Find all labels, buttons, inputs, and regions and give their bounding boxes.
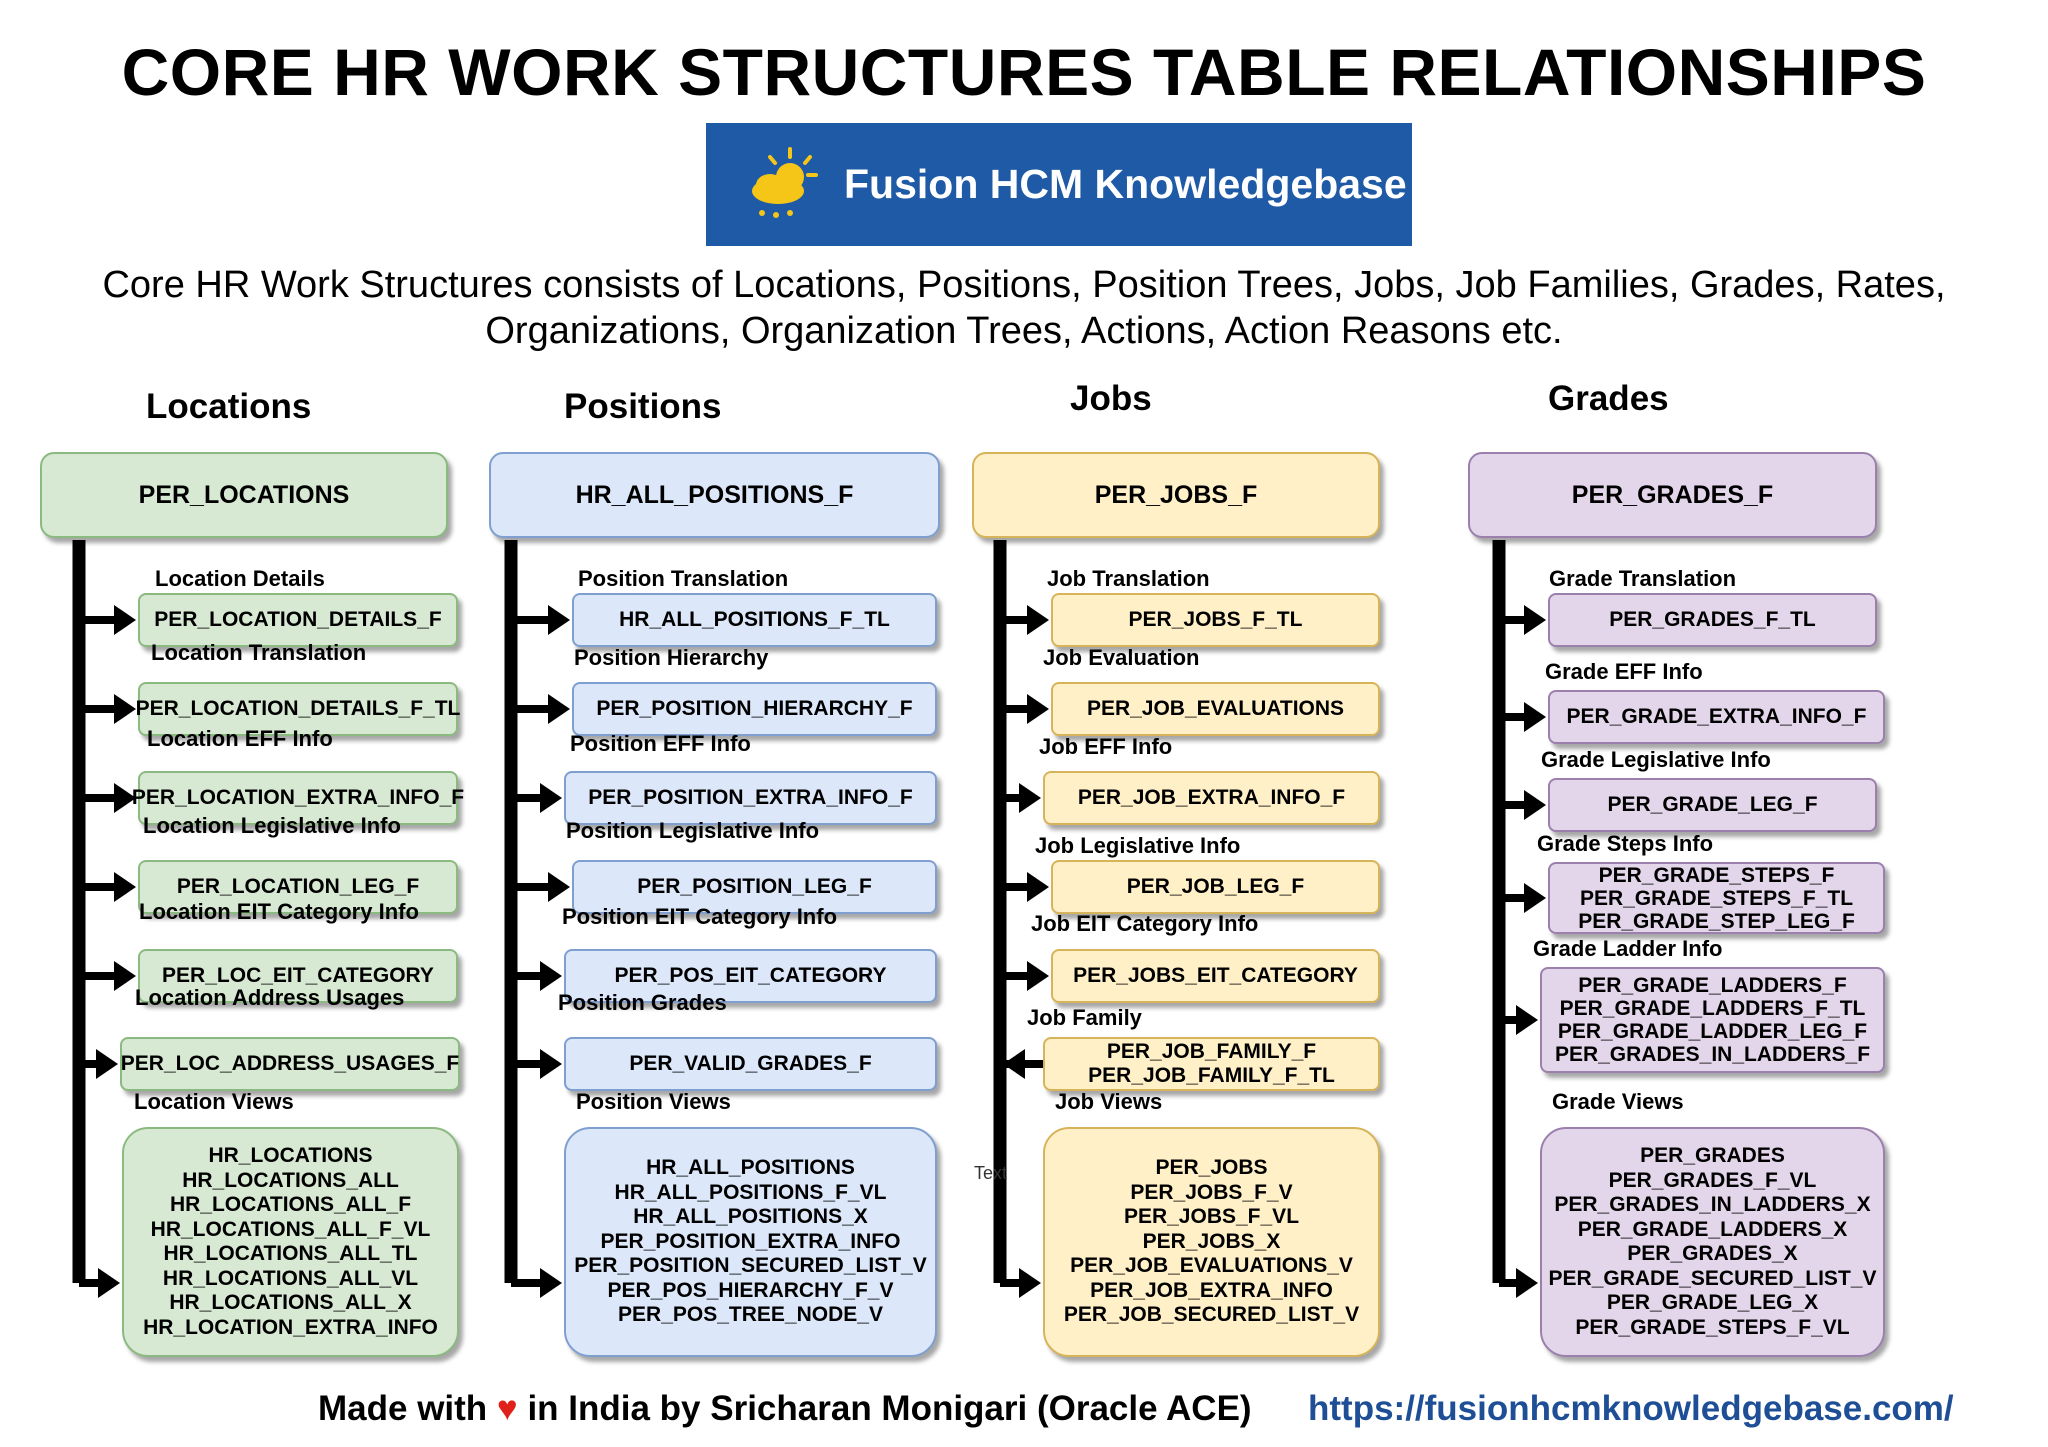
item-label-job-3: Job Legislative Info <box>1035 833 1241 858</box>
view-name: PER_GRADES_F_VL <box>1608 1168 1817 1192</box>
view-name: PER_POS_HIERARCHY_F_V <box>607 1278 894 1302</box>
table-name: PER_GRADES_IN_LADDERS_F <box>1554 1043 1871 1066</box>
arrow-right-icon <box>1516 1268 1538 1298</box>
view-name: HR_LOCATIONS_ALL_F_VL <box>150 1217 431 1241</box>
view-name: HR_LOCATIONS_ALL_VL <box>162 1266 419 1290</box>
arrow-right-icon <box>1524 883 1546 913</box>
table-name: PER_GRADE_LADDER_LEG_F <box>1557 1020 1868 1043</box>
item-table-box-grd-1[interactable] <box>1548 690 1885 744</box>
item-table-box-grd-2[interactable] <box>1548 778 1877 832</box>
arrow-right-icon <box>548 872 570 902</box>
item-label-job-5: Job Family <box>1027 1005 1142 1030</box>
view-name: PER_JOB_EVALUATIONS_V <box>1070 1254 1353 1278</box>
logo-text: Fusion HCM Knowledgebase <box>844 161 1407 207</box>
arrow-right-icon <box>1524 790 1546 820</box>
item-label-pos-5: Position Grades <box>558 990 727 1015</box>
view-name: HR_LOCATIONS_ALL_X <box>169 1291 412 1314</box>
table-name: PER_GRADE_STEP_LEG_F <box>1578 909 1855 933</box>
table-name: PER_VALID_GRADES_F <box>629 1052 872 1075</box>
arrow-right-icon <box>1019 783 1041 813</box>
item-label-job-2: Job EFF Info <box>1039 734 1173 759</box>
views-label-job: Job Views <box>1055 1089 1163 1114</box>
table-name: PER_LOCATION_DETAILS_F_TL <box>135 697 461 720</box>
item-table-box-job-4[interactable] <box>1051 949 1380 1003</box>
item-label-job-4: Job EIT Category Info <box>1031 911 1259 936</box>
view-name: HR_LOCATIONS_ALL_F <box>169 1193 412 1216</box>
item-label-pos-0: Position Translation <box>578 566 789 591</box>
item-table-box-grd-3[interactable] <box>1548 862 1885 934</box>
view-name: PER_GRADES_IN_LADDERS_X <box>1554 1193 1871 1216</box>
table-name: PER_GRADES_F_TL <box>1609 608 1816 631</box>
arrow-right-icon <box>540 783 562 813</box>
view-name: HR_LOCATIONS_ALL_TL <box>163 1242 418 1265</box>
view-name: PER_GRADE_LEG_X <box>1606 1291 1819 1314</box>
item-label-loc-3: Location Legislative Info <box>143 813 401 838</box>
column-title-grd: Grades <box>1548 379 1669 418</box>
table-name: PER_GRADE_EXTRA_INFO_F <box>1566 705 1867 728</box>
column-title-pos: Positions <box>564 387 722 426</box>
table-name: PER_JOBS_F_TL <box>1128 608 1303 631</box>
item-table-box-job-1[interactable] <box>1051 682 1380 736</box>
table-name: PER_LOC_ADDRESS_USAGES_F <box>120 1052 460 1075</box>
arrow-right-icon <box>114 961 136 991</box>
view-name: PER_GRADE_LADDERS_X <box>1577 1217 1848 1241</box>
item-table-box-pos-5[interactable] <box>564 1037 937 1091</box>
view-name: PER_JOBS_F_V <box>1130 1180 1293 1204</box>
main-table-job[interactable]: PER_JOBS_F <box>972 452 1380 538</box>
item-table-box-loc-0[interactable] <box>138 593 458 647</box>
arrow-right-icon <box>1027 961 1049 991</box>
item-table-box-grd-4[interactable] <box>1540 967 1885 1073</box>
table-name: PER_JOBS_EIT_CATEGORY <box>1073 964 1358 987</box>
table-name: PER_GRADE_LEG_F <box>1607 793 1818 816</box>
arrow-right-icon <box>540 1268 562 1298</box>
view-name: PER_POS_TREE_NODE_V <box>618 1303 883 1327</box>
arrow-right-icon <box>114 605 136 635</box>
table-name: PER_LOCATION_EXTRA_INFO_F <box>131 786 465 809</box>
item-label-loc-4: Location EIT Category Info <box>139 899 419 924</box>
table-name: PER_JOB_EVALUATIONS <box>1086 697 1345 720</box>
table-name: PER_GRADE_LADDERS_F_TL <box>1559 997 1866 1020</box>
footer-url-link[interactable]: https://fusionhcmknowledgebase.com/ <box>1308 1389 1954 1428</box>
table-name: PER_JOB_LEG_F <box>1126 875 1305 898</box>
view-name: PER_GRADES_X <box>1627 1242 1798 1265</box>
view-name: PER_JOB_EXTRA_INFO <box>1090 1278 1333 1302</box>
item-table-box-pos-2[interactable] <box>564 771 937 825</box>
item-label-loc-2: Location EFF Info <box>147 726 333 751</box>
table-name: PER_GRADE_STEPS_F <box>1598 863 1835 887</box>
main-table-grd[interactable]: PER_GRADES_F <box>1468 452 1877 538</box>
table-name: PER_GRADE_STEPS_F_TL <box>1579 886 1854 910</box>
item-label-grd-1: Grade EFF Info <box>1545 659 1703 684</box>
views-label-loc: Location Views <box>134 1089 294 1114</box>
view-name: HR_LOCATION_EXTRA_INFO <box>143 1315 438 1339</box>
arrow-right-icon <box>114 872 136 902</box>
item-label-pos-2: Position EFF Info <box>570 731 751 756</box>
view-name: PER_GRADES <box>1640 1144 1785 1167</box>
view-name: PER_JOBS_F_VL <box>1123 1205 1300 1229</box>
heart-icon: ♥ <box>496 1389 518 1428</box>
item-label-pos-4: Position EIT Category Info <box>562 904 838 929</box>
arrow-right-icon <box>1516 1005 1538 1035</box>
arrow-right-icon <box>114 694 136 724</box>
arrow-right-icon <box>540 1049 562 1079</box>
arrow-right-icon <box>548 605 570 635</box>
table-name: PER_POSITION_EXTRA_INFO_F <box>588 786 913 809</box>
item-label-pos-3: Position Legislative Info <box>566 818 820 843</box>
views-box-pos[interactable] <box>564 1127 937 1357</box>
view-name: PER_GRADE_STEPS_F_VL <box>1575 1315 1850 1339</box>
item-label-job-1: Job Evaluation <box>1043 645 1200 670</box>
arrow-right-icon <box>1019 1268 1041 1298</box>
arrow-right-icon <box>1524 702 1546 732</box>
arrow-right-icon <box>1027 872 1049 902</box>
item-label-loc-5: Location Address Usages <box>135 985 405 1010</box>
main-table-pos[interactable]: HR_ALL_POSITIONS_F <box>489 452 940 538</box>
table-name: PER_POSITION_HIERARCHY_F <box>596 697 913 720</box>
arrow-right-icon <box>96 1049 118 1079</box>
table-name: HR_ALL_POSITIONS_F_TL <box>619 608 890 631</box>
subtitle: Core HR Work Structures consists of Locations, Positions, Position Trees, Jobs, Job Families, Grades, Rates, Organizations, Organization Trees, Actions, Action Reasons etc. <box>102 264 1946 352</box>
stray-text: Text <box>974 1163 1008 1183</box>
footer-suffix: in India by Sricharan Monigari (Oracle ACE) <box>527 1389 1252 1428</box>
item-label-job-0: Job Translation <box>1047 566 1210 591</box>
view-name: HR_LOCATIONS <box>208 1144 373 1167</box>
table-name: PER_LOC_EIT_CATEGORY <box>162 964 434 987</box>
item-table-box-grd-0[interactable] <box>1548 593 1877 647</box>
view-name: PER_JOB_SECURED_LIST_V <box>1063 1303 1360 1327</box>
table-name: PER_POS_EIT_CATEGORY <box>614 964 887 987</box>
item-table-box-job-5[interactable] <box>1043 1037 1380 1091</box>
item-table-box-job-3[interactable] <box>1051 860 1380 914</box>
view-name: PER_POSITION_EXTRA_INFO <box>600 1229 901 1253</box>
item-label-pos-1: Position Hierarchy <box>574 645 769 670</box>
table-name: PER_GRADE_LADDERS_F <box>1578 974 1847 997</box>
table-name: PER_POSITION_LEG_F <box>637 875 872 898</box>
view-name: HR_LOCATIONS_ALL <box>182 1168 399 1192</box>
page-title: CORE HR WORK STRUCTURES TABLE RELATIONSHIPS <box>121 35 1927 109</box>
footer-credit <box>318 1389 1252 1429</box>
item-label-grd-3: Grade Steps Info <box>1537 831 1714 856</box>
views-box-grd[interactable] <box>1540 1127 1885 1357</box>
view-name: HR_ALL_POSITIONS <box>646 1156 855 1180</box>
views-label-pos: Position Views <box>576 1089 731 1114</box>
item-table-box-pos-0[interactable] <box>572 593 937 647</box>
table-name: PER_LOCATION_DETAILS_F <box>154 608 442 631</box>
item-label-loc-0: Location Details <box>155 566 325 591</box>
arrow-right-icon <box>1524 605 1546 635</box>
column-title-loc: Locations <box>146 387 312 426</box>
arrow-right-icon <box>548 694 570 724</box>
main-table-loc[interactable]: PER_LOCATIONS <box>40 452 448 538</box>
footer-prefix: Made with <box>318 1389 488 1428</box>
item-label-grd-2: Grade Legislative Info <box>1541 747 1771 772</box>
view-name: PER_JOBS_X <box>1142 1229 1281 1253</box>
item-table-box-loc-5[interactable] <box>120 1037 460 1091</box>
item-label-grd-0: Grade Translation <box>1549 566 1737 591</box>
view-name: HR_ALL_POSITIONS_F_VL <box>614 1180 887 1204</box>
views-box-job[interactable] <box>1043 1127 1380 1357</box>
column-title-job: Jobs <box>1070 379 1152 418</box>
arrow-right-icon <box>540 961 562 991</box>
item-table-box-pos-1[interactable] <box>572 682 937 736</box>
views-box-loc[interactable] <box>122 1127 459 1357</box>
views-label-grd: Grade Views <box>1552 1089 1684 1114</box>
item-table-box-job-2[interactable] <box>1043 771 1380 825</box>
arrow-right-icon <box>98 1268 120 1298</box>
table-name: PER_JOB_FAMILY_F_TL <box>1088 1064 1335 1087</box>
view-name: PER_POSITION_SECURED_LIST_V <box>574 1254 927 1278</box>
view-name: HR_ALL_POSITIONS_X <box>633 1205 868 1229</box>
view-name: PER_GRADE_SECURED_LIST_V <box>1548 1266 1877 1290</box>
item-label-loc-1: Location Translation <box>151 640 367 665</box>
view-name: PER_JOBS <box>1155 1156 1268 1180</box>
table-name: PER_LOCATION_LEG_F <box>176 875 420 898</box>
arrow-right-icon <box>1027 694 1049 724</box>
item-table-box-job-0[interactable] <box>1051 593 1380 647</box>
table-name: PER_JOB_FAMILY_F <box>1106 1040 1317 1063</box>
item-label-grd-4: Grade Ladder Info <box>1533 936 1723 961</box>
arrow-right-icon <box>1027 605 1049 635</box>
table-name: PER_JOB_EXTRA_INFO_F <box>1077 786 1346 809</box>
